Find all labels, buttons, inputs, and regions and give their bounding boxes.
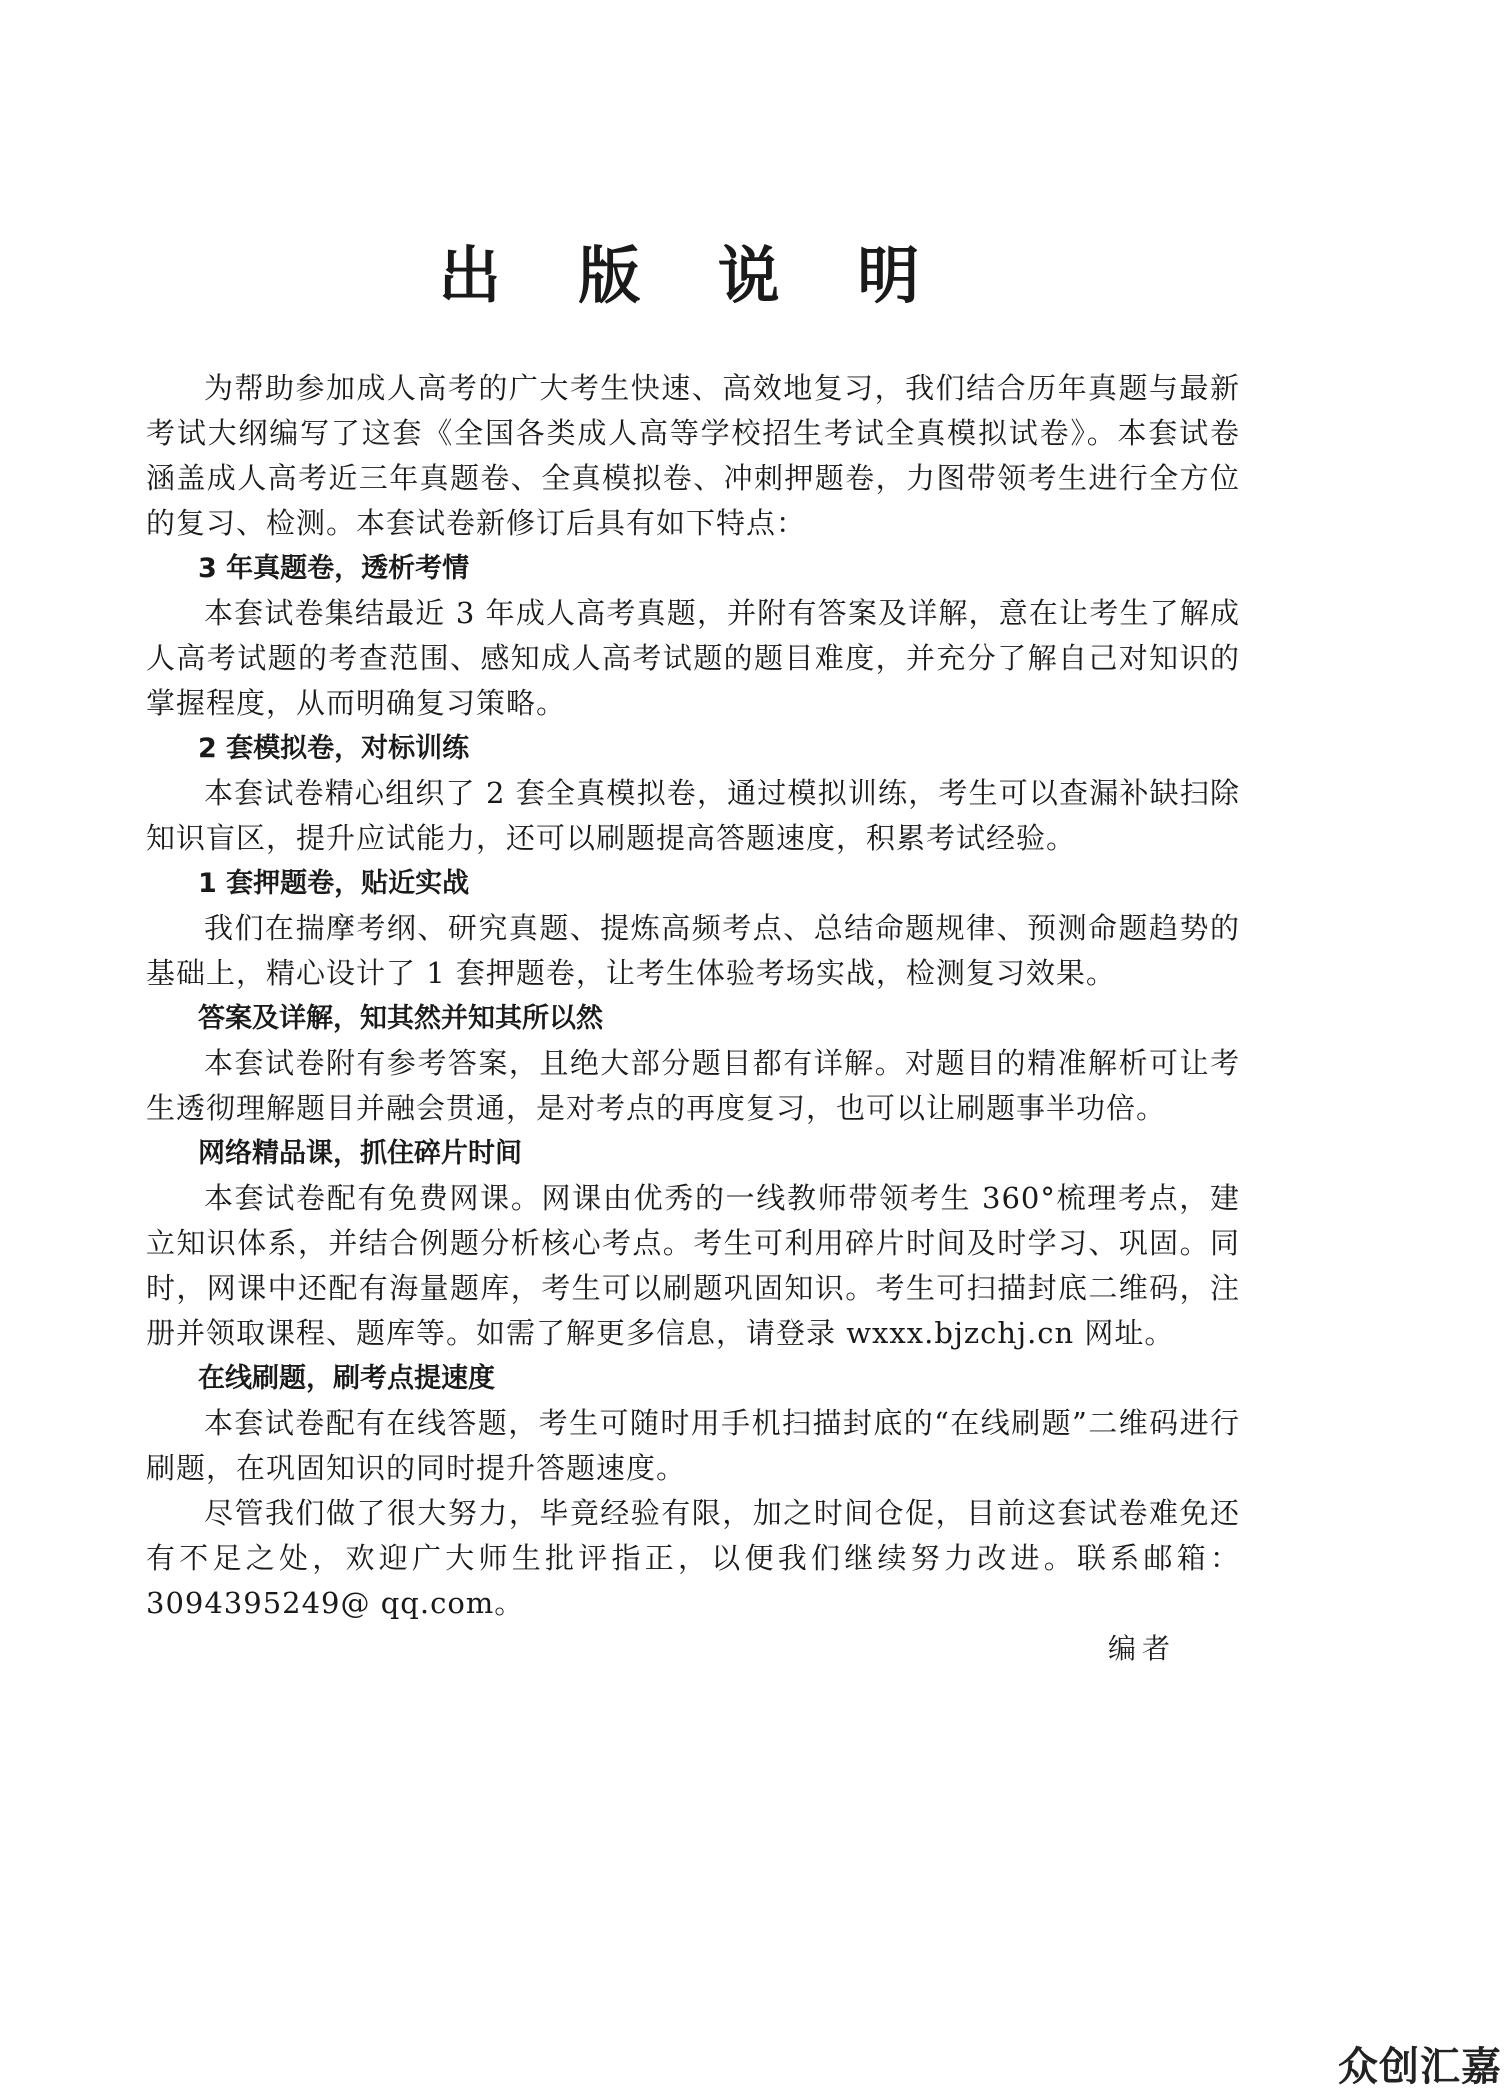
section-heading-mock-exams: 2 套模拟卷，对标训练 — [198, 733, 470, 764]
document-page — [146, 0, 1240, 2094]
intro-paragraph: 为帮助参加成人高考的广大考生快速、高效地复习，我们结合历年真题与最新考试大纲编写了这套《全国各类成人高等学校招生考试全真模拟试卷》。本套试卷涵盖成人高考近三年真题卷、全真模拟卷、冲刺押题卷，力图带领考生进行全方位的复习、检测。本套试卷新修订后具有如下特点： — [146, 371, 1240, 540]
section-body-online-practice: 本套试卷配有在线答题，考生可随时用手机扫描封底的“在线刷题”二维码进行刷题，在巩固知识的同时提升答题速度。 — [146, 1406, 1240, 1485]
document-body — [146, 366, 1240, 1671]
section-heading-online-course: 网络精品课，抓住碎片时间 — [198, 1138, 522, 1169]
signature: 编者 — [1107, 1632, 1176, 1665]
closing-paragraph: 尽管我们做了很大努力，毕竟经验有限，加之时间仓促，目前这套试卷难免还有不足之处，欢迎广大师生批评指正，以便我们继续努力改进。联系邮箱：3094395249@ qq.com。 — [146, 1496, 1240, 1620]
section-body-real-exams: 本套试卷集结最近 3 年成人高考真题，并附有答案及详解，意在让考生了解成人高考试题的考查范围、感知成人高考试题的题目难度，并充分了解自己对知识的掌握程度，从而明确复习策略。 — [146, 596, 1240, 720]
watermark-logo: 众创汇嘉 — [1338, 2044, 1502, 2090]
section-heading-answers: 答案及详解，知其然并知其所以然 — [198, 1003, 603, 1034]
section-heading-real-exams: 3 年真题卷，透析考情 — [198, 553, 470, 584]
section-body-online-course: 本套试卷配有免费网课。网课由优秀的一线教师带领考生 360°梳理考点，建立知识体系，并结合例题分析核心考点。考生可利用碎片时间及时学习、巩固。同时，网课中还配有海量题库，考生可以刷题巩固知识。考生可扫描封底二维码，注册并领取课程、题库等。如需了解更多信息，请登录 wxxx.bjzchj.cn 网址。 — [146, 1181, 1240, 1350]
section-heading-online-practice: 在线刷题，刷考点提速度 — [198, 1363, 495, 1394]
page-title: 出 版 说 明 — [438, 239, 948, 312]
section-body-answers: 本套试卷附有参考答案，且绝大部分题目都有详解。对题目的精准解析可让考生透彻理解题目并融会贯通，是对考点的再度复习，也可以让刷题事半功倍。 — [146, 1046, 1240, 1125]
section-body-predicted-exam: 我们在揣摩考纲、研究真题、提炼高频考点、总结命题规律、预测命题趋势的基础上，精心设计了 1 套押题卷，让考生体验考场实战，检测复习效果。 — [146, 911, 1240, 990]
section-heading-predicted-exam: 1 套押题卷，贴近实战 — [198, 868, 470, 899]
section-body-mock-exams: 本套试卷精心组织了 2 套全真模拟卷，通过模拟训练，考生可以查漏补缺扫除知识盲区，提升应试能力，还可以刷题提高答题速度，积累考试经验。 — [146, 776, 1240, 855]
